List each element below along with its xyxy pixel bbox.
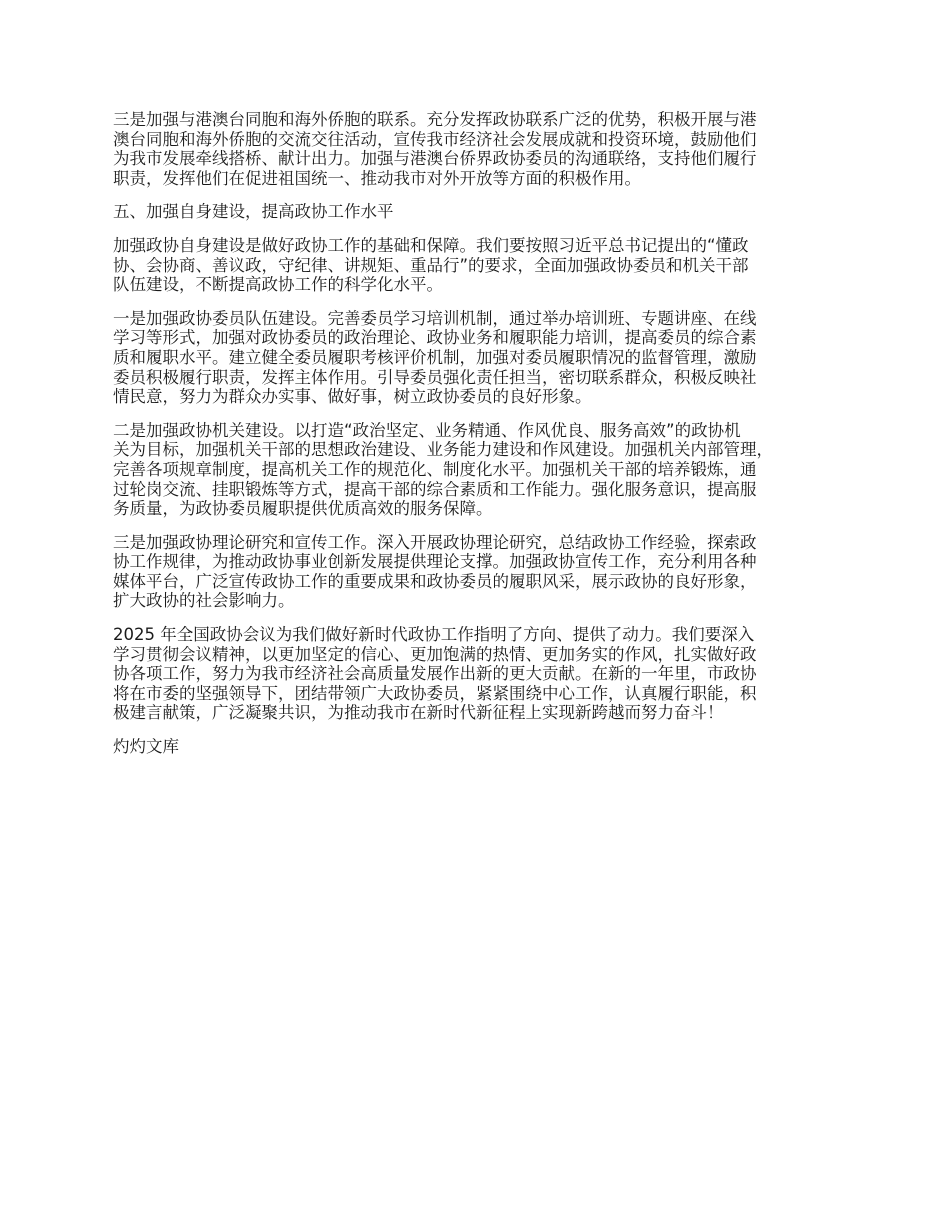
paragraph-office-building: 二是加强政协机关建设。以打造“政治坚定、业务精通、作风优良、服务高效”的政协机 关为目标，加强机关干部的思想政治建设、业务能力建设和作风建设。加强机关内部管理， 完善各项规章制度，提高机关工作的规范化、制度化水平。加强机关干部的培养锻炼，通 过轮岗交流、挂职锻炼等方式，提高干部的综合素质和工作能力。强化服务意识，提高服 务质量，为政协委员履职提供优质高效的服务保障。 — [113, 420, 773, 519]
section-heading-self-building: 五、加强自身建设，提高政协工作水平 — [113, 202, 394, 222]
paragraph-theory-publicity: 三是加强政协理论研究和宣传工作。深入开展政协理论研究，总结政协工作经验，探索政 协工作规律，为推动政协事业创新发展提供理论支撑。加强政协宣传工作，充分利用各种 媒体平台，广泛宣传政协工作的重要成果和政协委员的履职风采，展示政协的良好形象， 扩大政协的社会影响力。 — [113, 532, 757, 611]
footer-source-label: 灼灼文库 — [113, 737, 179, 757]
paragraph-hk-macao-taiwan-liaison: 三是加强与港澳台同胞和海外侨胞的联系。充分发挥政协联系广泛的优势，积极开展与港 澳台同胞和海外侨胞的交流交往活动，宣传我市经济社会发展成就和投资环境，鼓励他们 为我市发展牵线搭桥、献计出力。加强与港澳台侨界政协委员的沟通联络，支持他们履行 职责，发挥他们在促进祖国统一、推动我市对外开放等方面的积极作用。 — [113, 110, 757, 188]
document-page — [113, 110, 843, 757]
paragraph-conclusion: 2025 年全国政协会议为我们做好新时代政协工作指明了方向、提供了动力。我们要深入 学习贯彻会议精神，以更加坚定的信心、更加饱满的热情、更加务实的作风，扎实做好政 协各项工作，努力为我市经济社会高质量发展作出新的更大贡献。在新的一年里，市政协 将在市委的坚强领导下，团结带领广大政协委员，紧紧围绕中心工作，认真履行职能，积 极建言献策，广泛凝聚共识，为推动我市在新时代新征程上实现新跨越而努力奋斗！ — [113, 625, 757, 723]
paragraph-member-team-building: 一是加强政协委员队伍建设。完善委员学习培训机制，通过举办培训班、专题讲座、在线 学习等形式，加强对政协委员的政治理论、政协业务和履职能力培训，提高委员的综合素 质和履职水平。建立健全委员履职考核评价机制，加强对委员履职情况的监督管理，激励 委员积极履行职责，发挥主体作用。引导委员强化责任担当，密切联系群众，积极反映社 情民意，努力为群众办实事、做好事，树立政协委员的良好形象。 — [113, 308, 757, 407]
paragraph-self-building-intro: 加强政协自身建设是做好政协工作的基础和保障。我们要按照习近平总书记提出的“懂政 协、会协商、善议政，守纪律、讲规矩、重品行”的要求，全面加强政协委员和机关干部 队伍建设，不断提高政协工作的科学化水平。 — [113, 235, 749, 295]
